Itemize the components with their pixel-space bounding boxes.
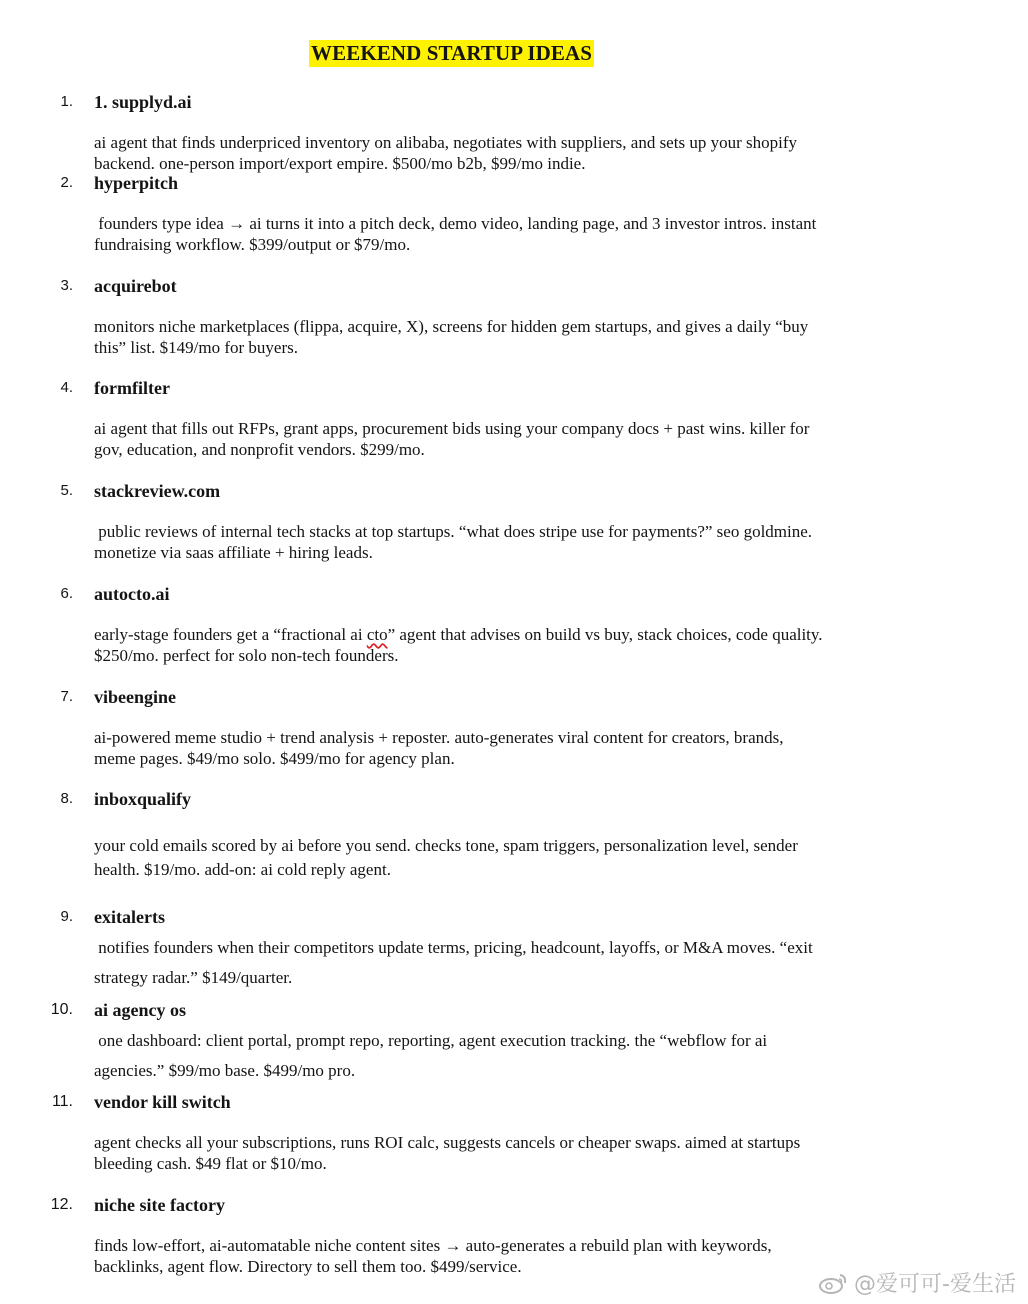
item-name: 1. supplyd.ai [94, 92, 192, 112]
item-number: 11. [51, 1093, 73, 1110]
item-number: 6. [60, 585, 73, 602]
item-name: niche site factory [94, 1195, 225, 1215]
item-description [94, 624, 954, 666]
item-description [94, 316, 954, 358]
page-title: WEEKEND STARTUP IDEAS [311, 41, 593, 65]
item-name: vendor kill switch [94, 1092, 231, 1112]
description-text: ” agent that advises on build vs buy, stack choices, code quality. [387, 625, 823, 644]
description-line: gov, education, and nonprofit vendors. $299/mo. [94, 440, 425, 459]
description-line: this” list. $149/mo for buyers. [94, 338, 298, 357]
item-name: formfilter [94, 378, 170, 398]
description-line: monetize via saas affiliate + hiring leads. [94, 543, 373, 562]
description-line: founders type idea → ai turns it into a pitch deck, demo video, landing page, and 3 investor intros. instant [94, 214, 817, 233]
item-name: acquirebot [94, 276, 177, 296]
item-description [94, 213, 954, 255]
description-line: fundraising workflow. $399/output or $79/mo. [94, 235, 411, 254]
spellcheck-flagged-word: cto [366, 625, 388, 644]
description-line: agent checks all your subscriptions, runs ROI calc, suggests cancels or cheaper swaps. aimed at startups [94, 1133, 801, 1152]
item-description [94, 132, 954, 174]
description-line: agencies.” $99/mo base. $499/mo pro. [94, 1061, 356, 1080]
description-line: one dashboard: client portal, prompt repo, reporting, agent execution tracking. the “webflow for ai [94, 1031, 768, 1050]
description-line: bleeding cash. $49 flat or $10/mo. [94, 1154, 327, 1173]
watermark-text: @爱可可-爱生活 [854, 1272, 1016, 1297]
item-description [94, 727, 954, 769]
weibo-watermark [818, 1267, 1016, 1298]
description-text: early-stage founders get a “fractional ai [94, 625, 367, 644]
item-name: autocto.ai [94, 584, 170, 604]
description-line: meme pages. $49/mo solo. $499/mo for agency plan. [94, 749, 455, 768]
item-description [94, 933, 954, 993]
description-line: monitors niche marketplaces (flippa, acquire, X), screens for hidden gem startups, and gives a daily “buy [94, 317, 809, 336]
description-line: ai-powered meme studio + trend analysis + reposter. auto-generates viral content for creators, brands, [94, 728, 784, 747]
description-line: public reviews of internal tech stacks at top startups. “what does stripe use for payments?” seo goldmine. [94, 522, 813, 541]
weibo-logo-icon [818, 1272, 848, 1294]
item-number: 3. [60, 277, 73, 294]
description-line: strategy radar.” $149/quarter. [94, 968, 293, 987]
description-line: ai agent that fills out RFPs, grant apps, procurement bids using your company docs + past wins. killer for [94, 419, 810, 438]
description-line: backend. one-person import/export empire. $500/mo b2b, $99/mo indie. [94, 154, 586, 173]
item-name: hyperpitch [94, 173, 179, 193]
description-line: health. $19/mo. add-on: ai cold reply agent. [94, 860, 391, 879]
description-line: notifies founders when their competitors update terms, pricing, headcount, layoffs, or M&A moves. “exit [94, 938, 813, 957]
description-line [94, 624, 954, 645]
item-name: ai agency os [94, 1000, 186, 1020]
item-number: 4. [60, 379, 73, 396]
item-number: 2. [60, 174, 73, 191]
description-line: $250/mo. perfect for solo non-tech founders. [94, 646, 399, 665]
item-name: exitalerts [94, 907, 165, 927]
item-description [94, 418, 954, 460]
item-number: 12. [50, 1196, 73, 1213]
item-name: stackreview.com [94, 481, 221, 501]
item-description [94, 1026, 954, 1086]
description-line: ai agent that finds underpriced inventory on alibaba, negotiates with suppliers, and sets up your shopify [94, 133, 797, 152]
item-description [94, 1132, 954, 1174]
item-name: inboxqualify [94, 789, 192, 809]
item-number: 8. [60, 790, 73, 807]
item-number: 5. [60, 482, 73, 499]
item-number: 1. [60, 93, 73, 110]
item-name: vibeengine [94, 687, 177, 707]
description-line: backlinks, agent flow. Directory to sell them too. $499/service. [94, 1257, 522, 1276]
description-line: finds low-effort, ai-automatable niche content sites → auto-generates a rebuild plan with keywords, [94, 1236, 772, 1255]
item-number: 7. [60, 688, 73, 705]
item-description [94, 521, 954, 563]
item-number: 9. [60, 908, 73, 925]
description-line: your cold emails scored by ai before you send. checks tone, spam triggers, personalization level, sender [94, 836, 798, 855]
item-description [94, 834, 954, 882]
item-number: 10. [50, 1001, 73, 1018]
